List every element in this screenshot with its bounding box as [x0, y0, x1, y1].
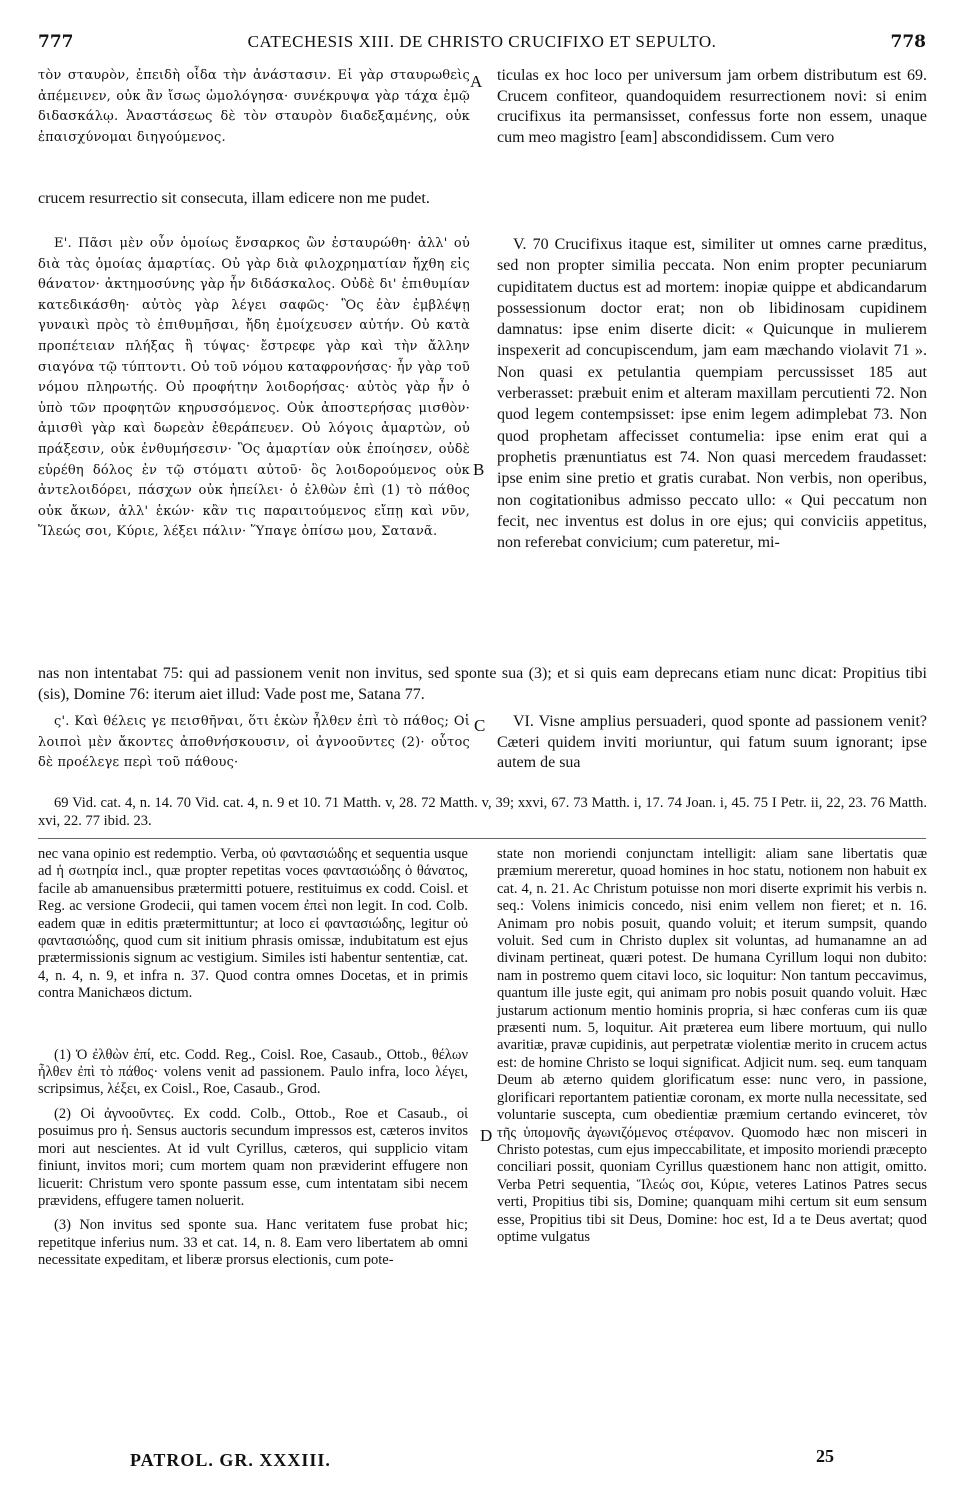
- greek-section-v-text: Ε'. Πᾶσι μὲν οὖν ὁμοίως ἔνσαρκος ὢν ἐσταυρώθη· ἀλλ' οὐ διὰ τὰς ὁμοίας ἁμαρτίας. Οὐ γὰρ διὰ φιλοχρηματίαν ἤχθη εἰς θάνατον· ἀκτημοσύνης γὰρ ἦν διδάσκαλος. Οὐδὲ δι' ἐπιθυμίαν κατεδικάσθη· αὐτὸς γὰρ λέγει σαφῶς· Ὃς ἐὰν ἐμβλέψῃ γυναικὶ πρὸς τὸ ἐπιθυμῆσαι, ἤδη ἐμοίχευσεν αὐτήν. Οὐ κατὰ προπέτειαν πλήξας ἢ τύψας· ἔστρεφε γὰρ καὶ τὴν ἄλλην σιαγόνα τῷ τύπτοντι. Οὐ τοῦ νόμου καταφρονήσας· ἦν γὰρ τοῦ νόμου πληρωτής. Οὐ προφήτην λοιδορήσας· αὐτὸς γὰρ ἦν ὁ ὑπὸ τῶν προφητῶν κηρυσσόμενος. Οὐκ ἀποστερήσας μισθὸν· ἀμισθὶ γὰρ καὶ δωρεὰν ἐθεράπευεν. Οὐ λόγοις ἁμαρτὼν, οὐ πράξεσιν, οὐκ ἐνθυμήσεσιν· Ὃς ἁμαρτίαν οὐκ ἐποίησεν, οὐδὲ εὑρέθη δόλος ἐν τῷ στόματι αὐτοῦ· ὃς λοιδορούμενος οὐκ ἀντελοιδόρει, πάσχων οὐκ ἠπείλει· ὁ ἐλθὼν ἐπὶ (1) τὸ πάθος οὐκ ἄκων, ἀλλ' ἑκών· κἂν τις παραιτούμενος εἴπῃ καὶ νῦν, Ἵλεώς σοι, Κύριε, λέξει πάλιν· Ὕπαγε ὀπίσω μου, Σατανᾶ.: [38, 236, 470, 540]
- note-1-text: (1) Ὁ ἐλθὼν ἐπί, etc. Codd. Reg., Coisl. Roe, Casaub., Ottob., θέλων ἦλθεν ἐπὶ τὸ πάθος· volens venit ad passionem. Paulo infra, loco λέγει, scripsimus, λέξει, ex Coisl., Roe, Casaub., Grod.: [38, 1046, 468, 1098]
- footer-sheet-number: 25: [816, 1446, 834, 1466]
- latin-column-section-v: [497, 234, 927, 553]
- greek-top-text: τὸν σταυρὸν, ἐπειδὴ οἶδα τὴν ἀνάστασιν. Εἰ γὰρ σταυρωθεὶς ἀπέμεινεν, οὐκ ἂν ἴσως ὡμολόγησα· συνέκρυψα γὰρ τάχα ἐμῷ διδασκάλῳ. Ἀναστάσεως δὲ τὸν σταυρὸν διαδεξαμένης, οὐκ ἐπαισχύνομαι διηγούμενος.: [38, 68, 470, 145]
- spanning-section-v-text: nas non intentabat 75: qui ad passionem venit non invitus, sed sponte sua (3); et si quis eam deprecans etiam nunc dicat: Propitius tibi (sis), Domine 76: iterum aiet illud: Vade post me, Satana 77.: [38, 665, 927, 703]
- margin-marker-d: D: [480, 1126, 493, 1145]
- note-intro-text: nec vana opinio est redemptio. Verba, οὐ φαντασιώδης et sequentia usque ad ἡ σωτηρία incl., quæ propter repetitas voces φαντασιώδης ὁ θάνατος, facile ab amanuensibus prætermitti potuere, restituimus ex codd. Coisl. et Reg. ac versione Grodecii, qui tamen vocem ἐπεὶ non legit. In cod. Colb. eadem quæ in editis prætermittuntur; at loco εἰ φαντασιώδης, legitur οὐ φαντασιώδης, quod cum sit initium phrasis omissæ, indubitatum est ejus prætermissionis signum ac vestigium. Similes isti habentur sententiæ, cat. 4, n. 4, n. 9, et infra n. 37. Quod contra omnes Docetas, et in primis contra Manichæos dictum.: [38, 846, 468, 1002]
- latin-column-section-vi: [497, 712, 927, 774]
- margin-marker-a: A: [470, 72, 483, 91]
- page-number-right: 778: [890, 32, 926, 52]
- latin-section-v-text: V. 70 Crucifixus itaque est, similiter ut omnes carne præditus, sed non propter similia peccata. Non enim propter pecuniarum cupiditatem ductus est ad mortem: inopiæ quippe et abdicandarum possessionum doctor erat; non ob libidinosam cupidinem damnatus: ipse enim diserte dicit: « Quicunque in mulierem inspexerit ad concupiscendum, jam eam mæchando violavit 71 ». Non quasi ex petulantia quempiam percussisset 185 aut verberasset: præbuit enim et alteram maxillam percutienti 72. Non quod legem contempsisset: ipse enim legem adimplebat 73. Non quod prophetam affecisset contumelia: ipse enim erat qui a prophetis prænuntiatus est 74. Non quasi mercedem fraudasset: ipse enim sine pretio et gratis curabat. Non verbis, non operibus, non cogitationibus admisso peccato ullo: « Qui peccatum non fecit, nec inventus est dolus in ore ejus; qui conviciis appetitus, non referebat convicium; cum pateretur, mi-: [497, 236, 927, 552]
- latin-section-vi-text: VI. Visne amplius persuaderi, quod sponte ad passionem venit? Cæteri quidem inviti moriuntur, qui fatum suum ignorant; ipse autem de sua: [497, 713, 927, 771]
- greek-column-section-v: [38, 234, 470, 543]
- running-header: [38, 32, 926, 56]
- greek-column-top: [38, 66, 470, 148]
- footer-signature: PATROL. GR. XXXIII.: [130, 1450, 331, 1470]
- margin-marker-b: B: [473, 460, 485, 479]
- page-title: CATECHESIS XIII. DE CHRISTO CRUCIFIXO ET SEPULTO.: [247, 32, 717, 51]
- notes-right-text: state non moriendi conjunctam intelligit: aliam sane libertatis quæ præmium mereretur, quoad homines in hoc statu, notionem non habuit ex cat. 4, n. 21. Ac Christum potuisse non mori diserte exprimit his verbis n. seq.: Volens inimicis concedo, nisi enim vellem non fieret; et n. 16. Animam pro nobis posuit, quando voluit; et iterum sumpsit, quando voluit. Sed cum in Christo duplex sit voluntas, ad humanamne an ad divinam pertineat, quæri potest. De humana Cyrillum loqui non dubito: nam in postremo quem citavi loco, sic loquitur: Non tantum peccavimus, quantum ille juste egit, qui animam pro nobis posuit quando voluit. Hæc justarum actionum mentio hominis propria, si hæc conferas cum iis quæ præsenti num. 5, loquitur. Ait præterea eum libere mortuum, qui nullo avaritiæ, pravæ cupidinis, aut perpetratæ violentiæ merito in crucem actus est: de homine Christo se loqui significat. Adjicit num. seq. eum tanquam Deum ab æterno quidem glorificatum esse: nunc vero, in passione, glorificari reportantem patientiæ coronam, ex morte nulla necessitate, sed voluntarie suscepta, cum obedientiæ præmium certando evinceret, τὸν τῆς ὑπομονῆς ἀγωνιζόμενος στέφανον. Quomodo hæc non misceri in Christo potestas, cum ejus impeccabilitate, et imposito moriendi præcepto conciliari possit, quoniam Cyrillus quæstionem hanc non attigit, omitto. Verba Petri sequentia, Ἵλεώς σοι, Κύριε, veteres Latinos Patres secus verti, Propitius tibi sis, Domine; quanquam mihi certum sit eum sensum esse, Propitius tibi sit Deus, Domine: hoc est, Id a te Deus avertat; quod optime vulgatus: [497, 846, 927, 1245]
- latin-column-top: [497, 66, 927, 148]
- scripture-references-text: 69 Vid. cat. 4, n. 14. 70 Vid. cat. 4, n. 9 et 10. 71 Matth. v, 28. 72 Matth. v, 39; xxvi, 67. 73 Matth. i, 17. 74 Joan. i, 45. 75 I Petr. ii, 22, 23. 76 Matth. xvi, 22. 77 ibid. 23.: [38, 795, 927, 829]
- latin-top-text: ticulas ex hoc loco per universum jam orbem distributum est 69. Crucem confiteor, quandoquidem resurrectionem novi: si enim crucifixus ita permansisset, confessus forte non essem, unaque cum meo magistro [eam] abscondidissem. Cum vero: [497, 67, 927, 146]
- notes-right-column: [497, 846, 927, 1246]
- spanning-line-section-v: [38, 664, 927, 705]
- notes-left-column: [38, 846, 468, 1270]
- page-number-left: 777: [38, 32, 74, 52]
- spanning-top-text: crucem resurrectio sit consecuta, illam edicere non me pudet.: [38, 190, 430, 207]
- note-2-text: (2) Οἱ ἀγνοοῦντες. Ex codd. Colb., Ottob., Roe et Casaub., οἱ posuimus pro ἡ. Sensus auctoris secundum impressos est, cæteros invitos mori aut nescientes. At id vult Cyrillus, cæteros, qui supplicio vitam finiunt, invitos mori; cum mortem quam non præviderint effugere non licuerit: Christum vero sponte passum esse, cum intentatam sibi necem prævidens, effugere tamen noluerit.: [38, 1105, 468, 1209]
- scripture-references: [38, 794, 927, 830]
- spanning-line-top: [38, 189, 927, 210]
- margin-marker-c: C: [474, 716, 486, 735]
- greek-section-vi-text: ς'. Καὶ θέλεις γε πεισθῆναι, ὅτι ἑκὼν ἦλθεν ἐπὶ τὸ πάθος; Οἱ λοιποὶ μὲν ἄκοντες ἀποθνήσκουσιν, οἱ ἀγνοοῦντες (2)· οὗτος δὲ προέλεγε περὶ τοῦ πάθους·: [38, 714, 470, 770]
- notes-divider: [38, 838, 926, 839]
- greek-column-section-vi: [38, 712, 470, 774]
- note-3-text: (3) Non invitus sed sponte sua. Hanc veritatem fuse probat hic; repetitque inferius num. 33 et cat. 14, n. 8. Eam vero libertatem ab omni necessitate expeditam, et liberæ prorsus electionis, cum pote-: [38, 1217, 468, 1269]
